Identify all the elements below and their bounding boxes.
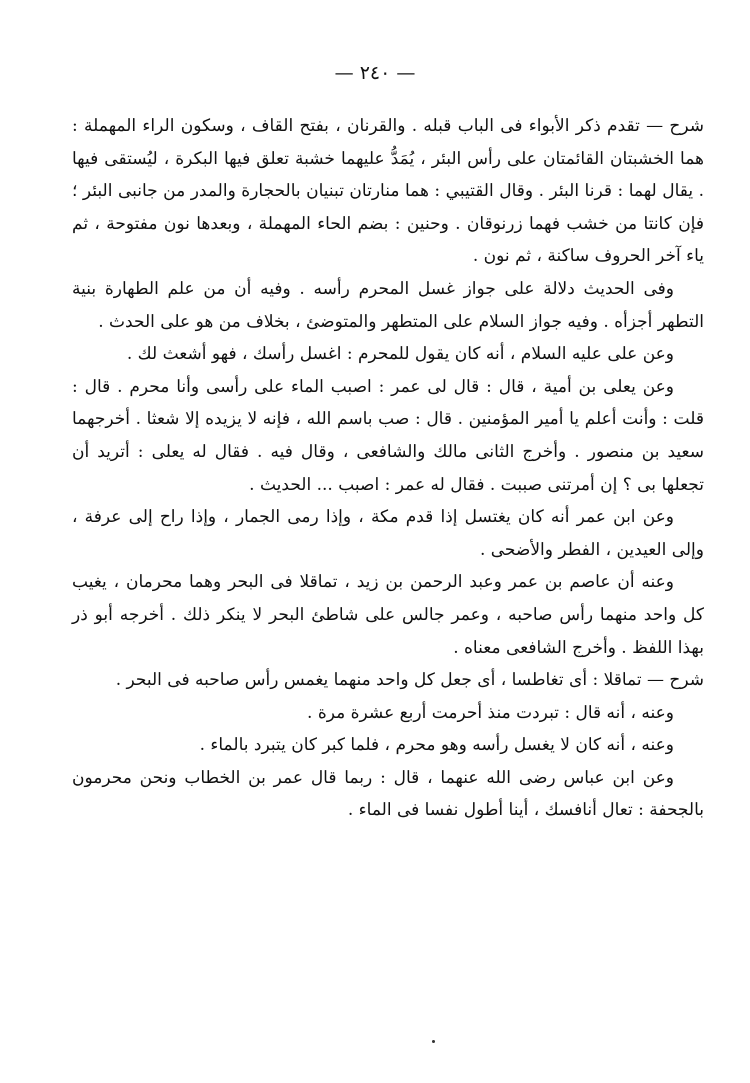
body-text <box>72 110 704 827</box>
paragraph-asim-narration: وعنه أن عاصم بن عمر وعبد الرحمن بن زيد ، تماقلا فى البحر وهما محرمان ، يغيب كل واحد منهما رأس صاحبه ، وعمر جالس على شاطئ البحر لا ينكر ذلك . أخرجه أبو ذر بهذا اللفظ . وأخرج الشافعى معناه . <box>72 572 704 658</box>
page-number: — ٢٤٠ — <box>334 62 416 84</box>
paragraph-yala-narration: وعن يعلى بن أمية ، قال : قال لى عمر : اصبب الماء على رأسى وأنا محرم . قال : قلت : وأنت أعلم يا أمير المؤمنين . قال : صب باسم الله ، فإنه لا يزيده إلا شعثا . أخرجهما سعيد بن منصور . وأخرج الثانى مالك والشافعى ، وقال فيه . فقال له يعلى : أتريد أن تجعلها بى ؟ إن أمرتنى صببت . فقال له عمر : اصبب ... الحديث . <box>72 376 704 495</box>
paragraph-commentary-1: شرح — تقدم ذكر الأبواء فى الباب قبله . والقرنان ، بفتح القاف ، وسكون الراء المهملة : هما الخشبتان القائمتان على رأس البئر ، يُمَدُّ عليهما خشبة تعلق فيها البكرة ، ليُستقى فيها . يقال لهما : قرنا البئر . وقال القتيبي : هما منارتان تبنيان بالحجارة والمدر من جانبى البئر ؛ فإن كانتا من خشب فهما زرنوقان . وحنين : بضم الحاء المهملة ، وبعدها نون مفتوحة ، ثم ياء آخر الحروف ساكنة ، ثم نون . <box>72 116 704 267</box>
paragraph-not-washing-narration: وعنه ، أنه كان لا يغسل رأسه وهو محرم ، فلما كبر كان يتبرد بالماء . <box>199 735 674 756</box>
paragraph-ibn-umar-bathing: وعن ابن عمر أنه كان يغتسل إذا قدم مكة ، وإذا رمى الجمار ، وإذا راح إلى عرفة ، وإلى العيدين ، الفطر والأضحى . <box>72 507 704 560</box>
paragraph-hadith-significance: وفى الحديث دلالة على جواز غسل المحرم رأسه . وفيه أن من علم الطهارة بنية التطهر أجزأه . وفيه جواز السلام على المتطهر والمتوضئ ، بخلاف من هو على الحدث . <box>72 278 704 332</box>
page-dot <box>432 1040 435 1043</box>
paragraph-commentary-2: شرح — تماقلا : أى تغاطسا ، أى جعل كل واحد منهما يغمس رأس صاحبه فى البحر . <box>115 670 704 691</box>
paragraph-ali-narration: وعن على عليه السلام ، أنه كان يقول للمحرم : اغسل رأسك ، فهو أشعث لك . <box>126 344 674 365</box>
paragraph-ibn-abbas-narration: وعن ابن عباس رضى الله عنهما ، قال : ربما قال عمر بن الخطاب ونحن محرمون بالجحفة : تعال أنافسك ، أينا أطول نفسا فى الماء . <box>72 767 704 821</box>
paragraph-cooling-narration: وعنه ، أنه قال : تبردت منذ أحرمت أربع عشرة مرة . <box>307 702 674 723</box>
